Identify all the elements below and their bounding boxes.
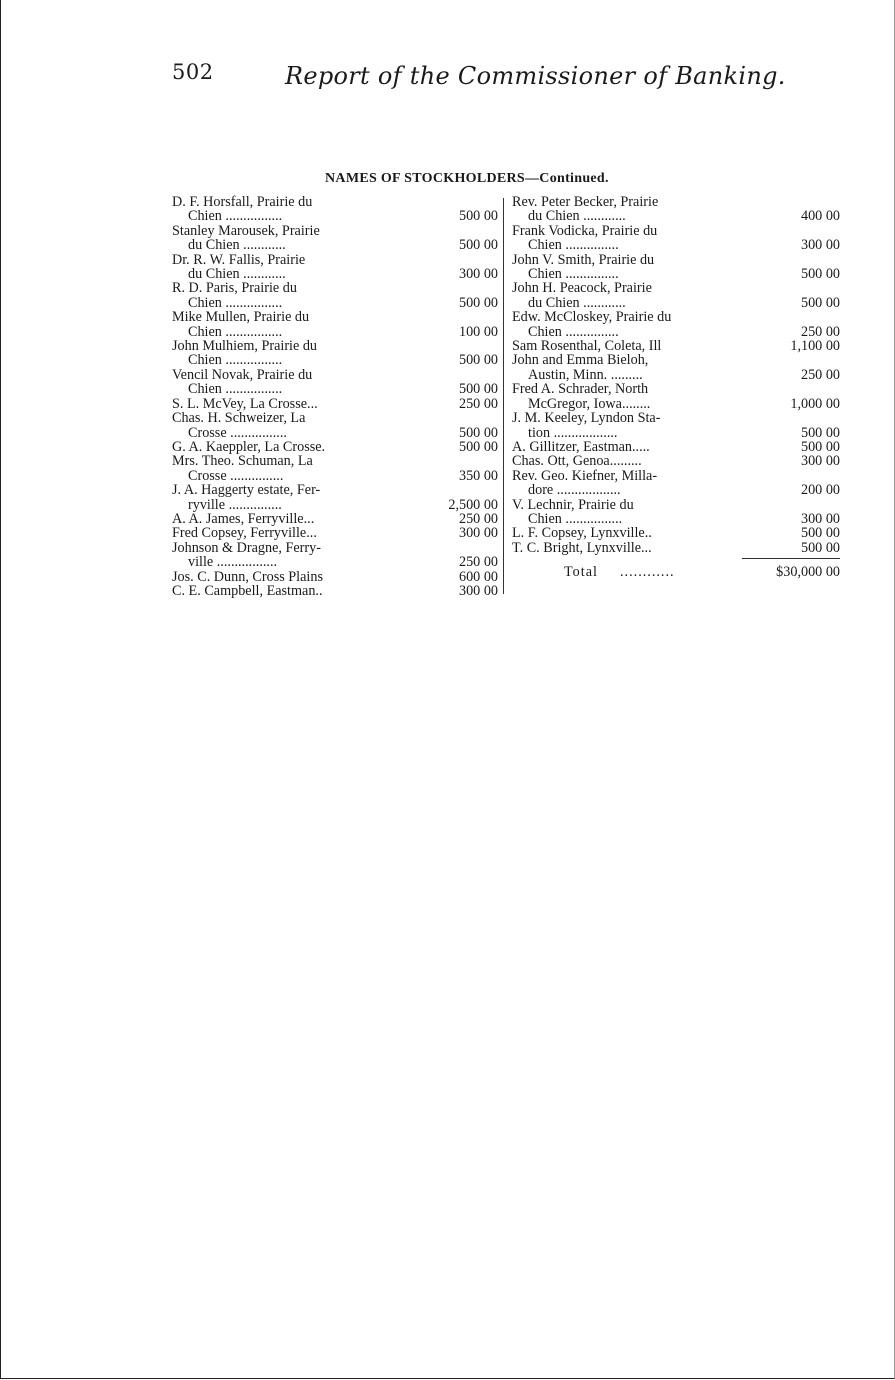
- column-divider: [503, 198, 504, 594]
- stockholder-entry: [172, 411, 498, 440]
- section-title: NAMES OF STOCKHOLDERS—Continued.: [325, 171, 609, 186]
- stockholder-name-line: dore ..................: [528, 483, 621, 498]
- stockholder-name-line: A. A. James, Ferryville...: [172, 511, 315, 527]
- stockholder-name-line: Chien ................: [188, 353, 283, 368]
- stockholder-amount: 500 00: [458, 438, 498, 455]
- stockholder-entry: [172, 253, 498, 282]
- stockholder-amount: 500 00: [458, 381, 498, 398]
- stockholder-entry: [172, 195, 498, 224]
- stockholder-entry: [172, 339, 498, 368]
- stockholder-name-line: ville .................: [188, 555, 278, 570]
- stockholder-name-line: John and Emma Bieloh,: [512, 353, 649, 368]
- stockholder-amount: 300 00: [800, 510, 840, 527]
- stockholder-entry: [512, 224, 842, 253]
- stockholder-amount: 300 00: [800, 237, 840, 254]
- stockholder-entry: [172, 224, 498, 253]
- stockholders-left-column: [172, 195, 498, 598]
- stockholder-amount: 500 00: [800, 424, 840, 441]
- stockholder-name-line: John V. Smith, Prairie du: [512, 252, 655, 268]
- stockholder-amount: 600 00: [458, 568, 498, 585]
- stockholder-name-line: Chien ................: [528, 511, 623, 527]
- stockholder-amount: 250 00: [800, 366, 840, 383]
- stockholder-entry: [512, 281, 842, 310]
- stockholder-entry: [172, 584, 498, 598]
- stockholder-amount: 300 00: [458, 525, 498, 542]
- stockholder-name-line: S. L. McVey, La Crosse...: [172, 396, 318, 412]
- stockholder-entry: [172, 281, 498, 310]
- stockholder-name-line: du Chien ............: [188, 267, 286, 282]
- stockholders-right-column: [512, 195, 842, 579]
- stockholder-entry: [512, 541, 842, 555]
- stockholder-name-line: G. A. Kaeppler, La Crosse.: [172, 439, 326, 455]
- stockholder-name-line: Jos. C. Dunn, Cross Plains: [172, 569, 323, 584]
- stockholder-entry: [172, 483, 498, 512]
- page-number: 502: [172, 60, 214, 84]
- stockholder-entry: [512, 526, 842, 540]
- stockholder-amount: 500 00: [800, 438, 840, 455]
- stockholder-name-line: J. M. Keeley, Lyndon Sta-: [512, 411, 661, 426]
- stockholder-name-line: Chas. Ott, Genoa.........: [512, 454, 642, 469]
- stockholder-entry: [512, 310, 842, 339]
- stockholder-name-line: Fred Copsey, Ferryville...: [172, 526, 317, 541]
- stockholder-name-line: Frank Vodicka, Prairie du: [512, 223, 658, 239]
- stockholder-entry: [172, 454, 498, 483]
- stockholder-name-line: Chien ................: [188, 295, 283, 311]
- stockholder-name-line: Vencil Novak, Prairie du: [172, 367, 313, 383]
- stockholder-amount: 400 00: [800, 208, 840, 225]
- stockholder-name-line: John H. Peacock, Prairie: [512, 281, 652, 296]
- stockholder-name-line: Crosse ...............: [188, 468, 284, 484]
- stockholder-name-line: Mike Mullen, Prairie du: [172, 310, 310, 325]
- stockholder-name-line: Chien ................: [188, 209, 283, 224]
- stockholder-amount: 250 00: [458, 395, 498, 412]
- stockholder-amount: 1,100 00: [790, 338, 840, 355]
- stockholder-amount: 500 00: [458, 237, 498, 254]
- stockholder-name-line: V. Lechnir, Prairie du: [512, 497, 634, 512]
- stockholder-name-line: tion ..................: [528, 425, 618, 440]
- stockholder-name-line: J. A. Haggerty estate, Fer-: [172, 483, 321, 498]
- stockholder-name-line: Johnson & Dragne, Ferry-: [172, 540, 321, 556]
- stockholder-name-line: ryville ...............: [188, 497, 282, 512]
- stockholder-amount: 500 00: [458, 294, 498, 311]
- stockholder-name-line: Chien ...............: [528, 324, 619, 340]
- stockholder-entry: [172, 541, 498, 570]
- stockholder-amount: 350 00: [458, 467, 498, 484]
- stockholder-entry: [512, 382, 842, 411]
- stockholder-amount: 100 00: [458, 323, 498, 340]
- stockholder-name-line: Dr. R. W. Fallis, Prairie: [172, 252, 306, 268]
- total-label: Total: [564, 563, 598, 580]
- stockholder-name-line: Edw. McCloskey, Prairie du: [512, 310, 672, 325]
- stockholder-name-line: T. C. Bright, Lynxville...: [512, 540, 652, 556]
- stockholder-name-line: A. Gillitzer, Eastman.....: [512, 439, 650, 455]
- stockholder-amount: 250 00: [458, 554, 498, 571]
- stockholder-amount: 500 00: [800, 539, 840, 556]
- stockholder-amount: 250 00: [458, 510, 498, 527]
- running-title: Report of the Commissioner of Banking.: [285, 62, 786, 90]
- total-row: [512, 563, 842, 579]
- stockholder-name-line: Sam Rosenthal, Coleta, Ill: [512, 339, 662, 354]
- stockholder-name-line: Rev. Geo. Kiefner, Milla-: [512, 468, 658, 484]
- stockholder-name-line: Crosse ................: [188, 425, 287, 440]
- stockholder-name-line: du Chien ............: [528, 209, 626, 224]
- stockholder-entry: [512, 253, 842, 282]
- stockholder-entry: [512, 440, 842, 454]
- stockholder-entry: [512, 498, 842, 527]
- stockholder-amount: 2,500 00: [448, 496, 498, 513]
- stockholder-name-line: Chien ................: [188, 324, 283, 340]
- stockholder-entry: [512, 353, 842, 382]
- stockholder-name-line: R. D. Paris, Prairie du: [172, 281, 297, 296]
- stockholder-amount: 500 00: [800, 294, 840, 311]
- stockholder-name-line: C. E. Campbell, Eastman..: [172, 583, 323, 599]
- stockholder-amount: 300 00: [458, 266, 498, 283]
- total-leader-dots: ............: [620, 563, 675, 580]
- stockholder-amount: 200 00: [800, 482, 840, 499]
- stockholder-name-line: du Chien ............: [188, 238, 286, 253]
- stockholder-amount: 1,000 00: [790, 395, 840, 412]
- stockholder-name-line: Chien ...............: [528, 267, 619, 282]
- stockholder-amount: 500 00: [800, 266, 840, 283]
- total-rule: [742, 558, 840, 559]
- stockholder-entry: [512, 339, 842, 353]
- stockholder-name-line: Fred A. Schrader, North: [512, 382, 649, 397]
- stockholder-name-line: Chien ................: [188, 382, 283, 397]
- stockholder-amount: 500 00: [458, 208, 498, 225]
- total-amount: $30,000 00: [776, 563, 840, 580]
- stockholder-name-line: Rev. Peter Becker, Prairie: [512, 195, 659, 210]
- stockholder-amount: 500 00: [458, 424, 498, 441]
- stockholder-amount: 250 00: [800, 323, 840, 340]
- stockholder-name-line: L. F. Copsey, Lynxville..: [512, 526, 652, 541]
- stockholder-name-line: D. F. Horsfall, Prairie du: [172, 195, 313, 210]
- stockholder-name-line: John Mulhiem, Prairie du: [172, 339, 318, 354]
- stockholder-name-line: Austin, Minn. .........: [528, 367, 643, 383]
- stockholder-entry: [172, 570, 498, 584]
- stockholder-entry: [512, 469, 842, 498]
- stockholder-amount: 500 00: [458, 352, 498, 369]
- stockholder-entry: [172, 368, 498, 397]
- stockholder-name-line: Chien ...............: [528, 238, 619, 253]
- stockholder-entry: [172, 512, 498, 526]
- stockholder-name-line: McGregor, Iowa........: [528, 396, 651, 412]
- stockholder-entry: [172, 440, 498, 454]
- stockholder-amount: 300 00: [458, 582, 498, 599]
- stockholder-entry: [512, 454, 842, 468]
- stockholder-name-line: du Chien ............: [528, 295, 626, 311]
- stockholder-name-line: Chas. H. Schweizer, La: [172, 411, 306, 426]
- stockholder-entry: [172, 310, 498, 339]
- stockholder-entry: [172, 397, 498, 411]
- stockholder-name-line: Stanley Marousek, Prairie: [172, 223, 320, 239]
- stockholder-amount: 500 00: [800, 525, 840, 542]
- stockholder-name-line: Mrs. Theo. Schuman, La: [172, 454, 313, 469]
- stockholder-amount: 300 00: [800, 453, 840, 470]
- stockholder-entry: [172, 526, 498, 540]
- stockholder-entry: [512, 411, 842, 440]
- stockholder-entry: [512, 195, 842, 224]
